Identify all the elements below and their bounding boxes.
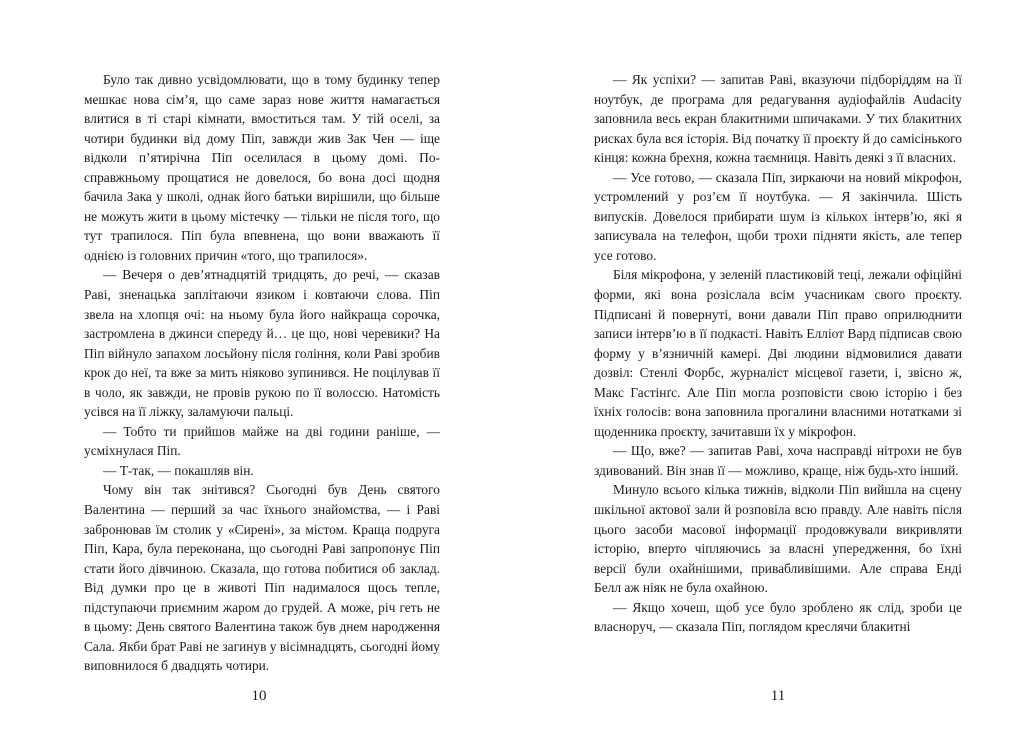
paragraph: Чому він так знітився? Сьогодні був День святого Валентина — перший за час їхнього знайомства, — і Раві забронював їм столик у «Сирені», за містом. Краща подруга Піп, Кара, була переконана, що сьогодні Раві запропонує Піп стати його дівчиною. Сказала, що готова побитися об заклад. Від думки про це в животі Піп надималося щось тепле, підступаючи приємним жаром до грудей. А може, річ геть не в цьому: День святого Валентина також був днем народження Сала. Якби брат Раві не загинув у вісімнадцять, сьогодні йому виповнилося б двадцять чотири. <box>84 482 440 674</box>
paragraph: Було так дивно усвідомлювати, що в тому будинку тепер мешкає нова сім’я, що саме зараз нове життя намагається влитися в ті старі кімнати, вмоститься там. У тій оселі, за чотири будинки від дому Піп, завжди жив Зак Чен — іще відколи п’ятирічна Піп оселилася в цьому домі. По-справжньому прощатися не довелося, бо вона досі щодня бачила Зака у школі, однак його батьки вирішили, що більше не можуть жити в цьому містечку — тільки не після того, що тут трапилося. Піп була впевнена, що вони вважають її однією із головних причин «того, що трапилося». <box>84 72 440 263</box>
paragraph: Біля мікрофона, у зеленій пластиковій теці, лежали офіційні форми, які вона розіслала всім учасникам свого проєкту. Підписані й повернуті, вони давали Піп право оприлюднити записи інтерв’ю в її подкасті. Навіть Елліот Вард підписав свою форму у в’язничній камері. Дві людини відмовилися давати дозвіл: Стенлі Форбс, журналіст місцевої газети, і, звісно ж, Макс Гастінґс. Але Піп могла розповісти свою історію і без їхніх голосів: вона заповнила прогалини власними нотатками зі щоденника проєкту, зачитавши їх у мікрофон. <box>594 267 962 439</box>
right-page <box>512 0 1024 741</box>
paragraph: — Т-так, — покашляв він. <box>103 462 254 478</box>
left-page-text <box>84 70 440 676</box>
paragraph: — Усе готово, — сказала Піп, зиркаючи на новий мікрофон, устромлений у роз’єм її ноутбука. — Я закінчила. Шість випусків. Довелося прибирати шум із кількох інтерв’ю, які я записувала на телефон, щоби трохи підняти якість, але тепер усе готово. <box>594 169 962 263</box>
page-number: 11 <box>770 688 786 704</box>
paragraph: Минуло всього кілька тижнів, відколи Піп вийшла на сцену шкільної актової зали й розповіла всю правду. Але навіть після цього засоби масової інформації продовжували викривляти історію, вперто чіпляючись за власні упередження, бо їхні версії були охайнішими, привабливішими. Але справа Енді Белл аж ніяк не була охайною. <box>594 482 962 596</box>
paragraph: — Що, вже? — запитав Раві, хоча насправді нітрохи не був здивований. Він знав її — можливо, краще, ніж будь-хто інший. <box>594 443 962 478</box>
page-number: 10 <box>251 688 267 704</box>
paragraph: — Якщо хочеш, щоб усе було зроблено як слід, зроби це власноруч, — сказала Піп, поглядом креслячи блакитні <box>594 599 962 635</box>
paragraph: — Як успіхи? — запитав Раві, вказуючи підборіддям на її ноутбук, де програма для редагування аудіофайлів Audacity заповнила весь екран блакитними шпичаками. У тих блакитних рисках була вся історія. Від початку її проєкту й до самісінького кінця: кожна брехня, кожна таємниця. Навіть деякі з її власних. <box>594 72 962 166</box>
right-page-text <box>594 70 962 637</box>
paragraph: — Вечеря о дев’ятнадцятій тридцять, до речі, — сказав Раві, зненацька заплітаючи язиком і ковтаючи слова. Піп звела на хлопця очі: на ньому була його найкраща сорочка, застромлена в джинси спереду й… це що, нові черевики? На Піп війнуло запахом лосьйону після гоління, коли Раві зробив крок до неї, та вже за мить ніяково зупинився. Не поцілував її в чоло, як завжди, не провів рукою по її волоссю. Натомість усівся на її ліжку, заламуючи пальці. <box>84 267 440 420</box>
paragraph: — Тобто ти прийшов майже на дві години раніше, — усміхнулася Піп. <box>84 423 440 459</box>
